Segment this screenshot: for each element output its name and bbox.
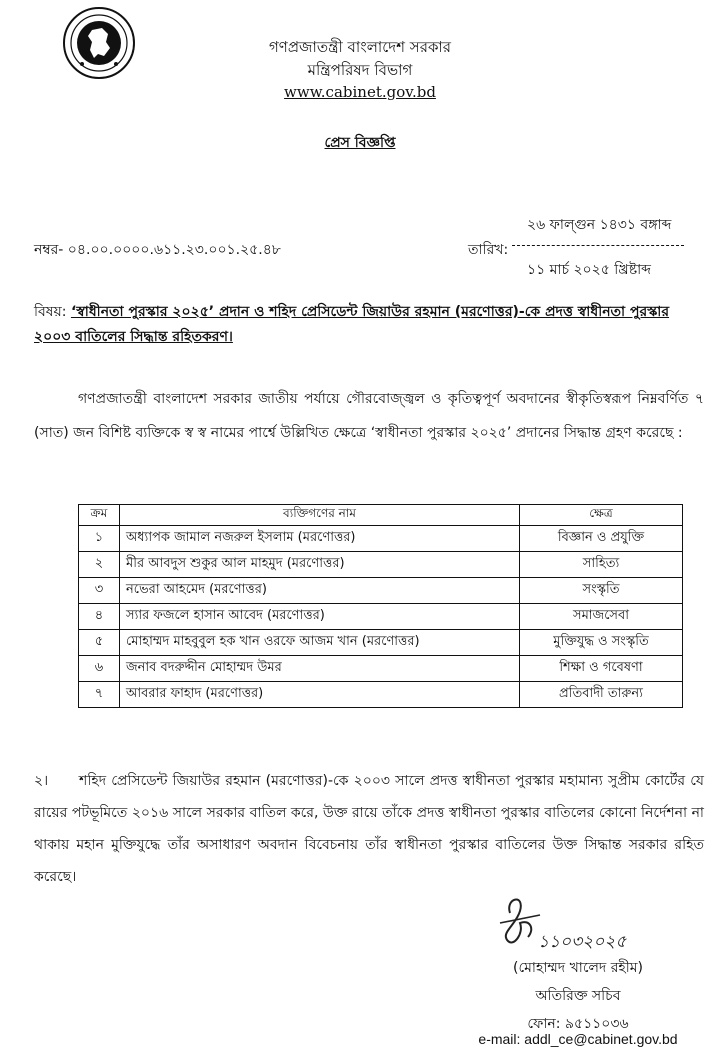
subject-text: ‘স্বাধীনতা পুরস্কার ২০২৫’ প্রদান ও শহিদ প্রেসিডেন্ট জিয়াউর রহমান (মরণোত্তর)-কে প্রদত্ত স্বাধীনতা পুরস্কার ২০০৩ বাতিলের সিদ্ধান্ত রহিতকরণ।	[34, 304, 670, 345]
date-bengali: ২৬ ফাল্গুন ১৪৩১ বঙ্গাব্দ	[527, 217, 672, 233]
signatory-name: (মোহাম্মদ খালেদ রহীম)	[512, 960, 643, 976]
signatory-phone: ফোন: ৯৫১১০৩৬	[527, 1016, 629, 1032]
signature-icon	[480, 893, 660, 955]
serial-cell: ৫	[79, 630, 120, 656]
document-title: প্রেস বিজ্ঞপ্তি	[324, 135, 396, 151]
header-serial: ক্রম	[79, 505, 120, 526]
serial-cell: ৭	[79, 682, 120, 708]
signature-date: ১১০৩২০২৫	[538, 932, 627, 952]
field-cell: সাহিত্য	[520, 552, 683, 578]
reference-number: নম্বর- ০৪.০০.০০০০.৬১১.২৩.০০১.২৫.৪৮	[34, 242, 281, 258]
name-cell: মীর আবদুস শুকুর আল মাহমুদ (মরণোত্তর)	[120, 552, 520, 578]
government-name: গণপ্রজাতন্ত্রী বাংলাদেশ সরকার	[268, 38, 452, 56]
paragraph-2-text: শহিদ প্রেসিডেন্ট জিয়াউর রহমান (মরণোত্তর)-কে ২০০৩ সালে প্রদত্ত স্বাধীনতা পুরস্কার মহামান্য সুপ্রীম কোর্টের যে রায়ের পটভূমিতে ২০১৬ সালে সরকার বাতিল করে, উক্ত রায়ে তাঁকে প্রদত্ত স্বাধীনতা পুরস্কার বাতিলের কোনো নির্দেশনা না থাকায় মহান মুক্তিযুদ্ধে তাঁর অসাধারণ অবদান বিবেচনায় তাঁর স্বাধীনতা পুরস্কার বাতিলের উক্ত সিদ্ধান্ত সরকার রহিত করেছে।	[34, 773, 705, 885]
field-cell: সমাজসেবা	[520, 604, 683, 630]
table-row	[79, 526, 683, 552]
award-recipients-table	[78, 504, 683, 708]
field-cell: বিজ্ঞান ও প্রযুক্তি	[520, 526, 683, 552]
serial-cell: ১	[79, 526, 120, 552]
serial-cell: ২	[79, 552, 120, 578]
website-link[interactable]: www.cabinet.gov.bd	[284, 83, 436, 101]
table-header-row	[79, 505, 683, 526]
subject-line	[34, 300, 704, 350]
field-cell: প্রতিবাদী তারুন্য	[520, 682, 683, 708]
signatory-designation: অতিরিক্ত সচিব	[535, 988, 621, 1004]
subject-label: বিষয়:	[34, 304, 67, 320]
paragraph-1: গণপ্রজাতন্ত্রী বাংলাদেশ সরকার জাতীয় পর্যায়ে গৌরবোজ্জ্বল ও কৃতিত্বপূর্ণ অবদানের স্বীকৃতিস্বরূপ নিম্নবর্ণিত ৭ (সাত) জন বিশিষ্ট ব্যক্তিকে স্ব স্ব নামের পার্শ্বে উল্লিখিত ক্ষেত্রে ‘স্বাধীনতা পুরস্কার ২০২৫’ প্রদানের সিদ্ধান্ত গ্রহণ করেছে :	[34, 391, 704, 441]
name-cell: আবরার ফাহাদ (মরণোত্তর)	[120, 682, 520, 708]
name-cell: জনাব বদরুদ্দীন মোহাম্মদ উমর	[120, 656, 520, 682]
name-cell: নভেরা আহমেদ (মরণোত্তর)	[120, 578, 520, 604]
table-row	[79, 604, 683, 630]
serial-cell: ৪	[79, 604, 120, 630]
paragraph-number: ২।	[34, 773, 49, 789]
field-cell: সংস্কৃতি	[520, 578, 683, 604]
division-name: মন্ত্রিপরিষদ বিভাগ	[307, 61, 413, 79]
table-row	[79, 578, 683, 604]
signatory-email[interactable]: e-mail: addl_ce@cabinet.gov.bd	[478, 1031, 678, 1047]
serial-cell: ৬	[79, 656, 120, 682]
date-divider	[512, 245, 684, 246]
paragraph-2	[34, 765, 704, 893]
name-cell: মোহাম্মদ মাহবুবুল হক খান ওরফে আজম খান (মরণোত্তর)	[120, 630, 520, 656]
field-cell: শিক্ষা ও গবেষণা	[520, 656, 683, 682]
serial-cell: ৩	[79, 578, 120, 604]
field-cell: মুক্তিযুদ্ধ ও সংস্কৃতি	[520, 630, 683, 656]
table-row	[79, 630, 683, 656]
header-name: ব্যক্তিগণের নাম	[120, 505, 520, 526]
header-field: ক্ষেত্র	[520, 505, 683, 526]
table-row	[79, 552, 683, 578]
date-gregorian: ১১ মার্চ ২০২৫ খ্রিষ্টাব্দ	[527, 262, 652, 278]
table-row	[79, 682, 683, 708]
date-label: তারিখ:	[468, 242, 509, 258]
name-cell: অধ্যাপক জামাল নজরুল ইসলাম (মরণোত্তর)	[120, 526, 520, 552]
name-cell: স্যার ফজলে হাসান আবেদ (মরণোত্তর)	[120, 604, 520, 630]
table-row	[79, 656, 683, 682]
